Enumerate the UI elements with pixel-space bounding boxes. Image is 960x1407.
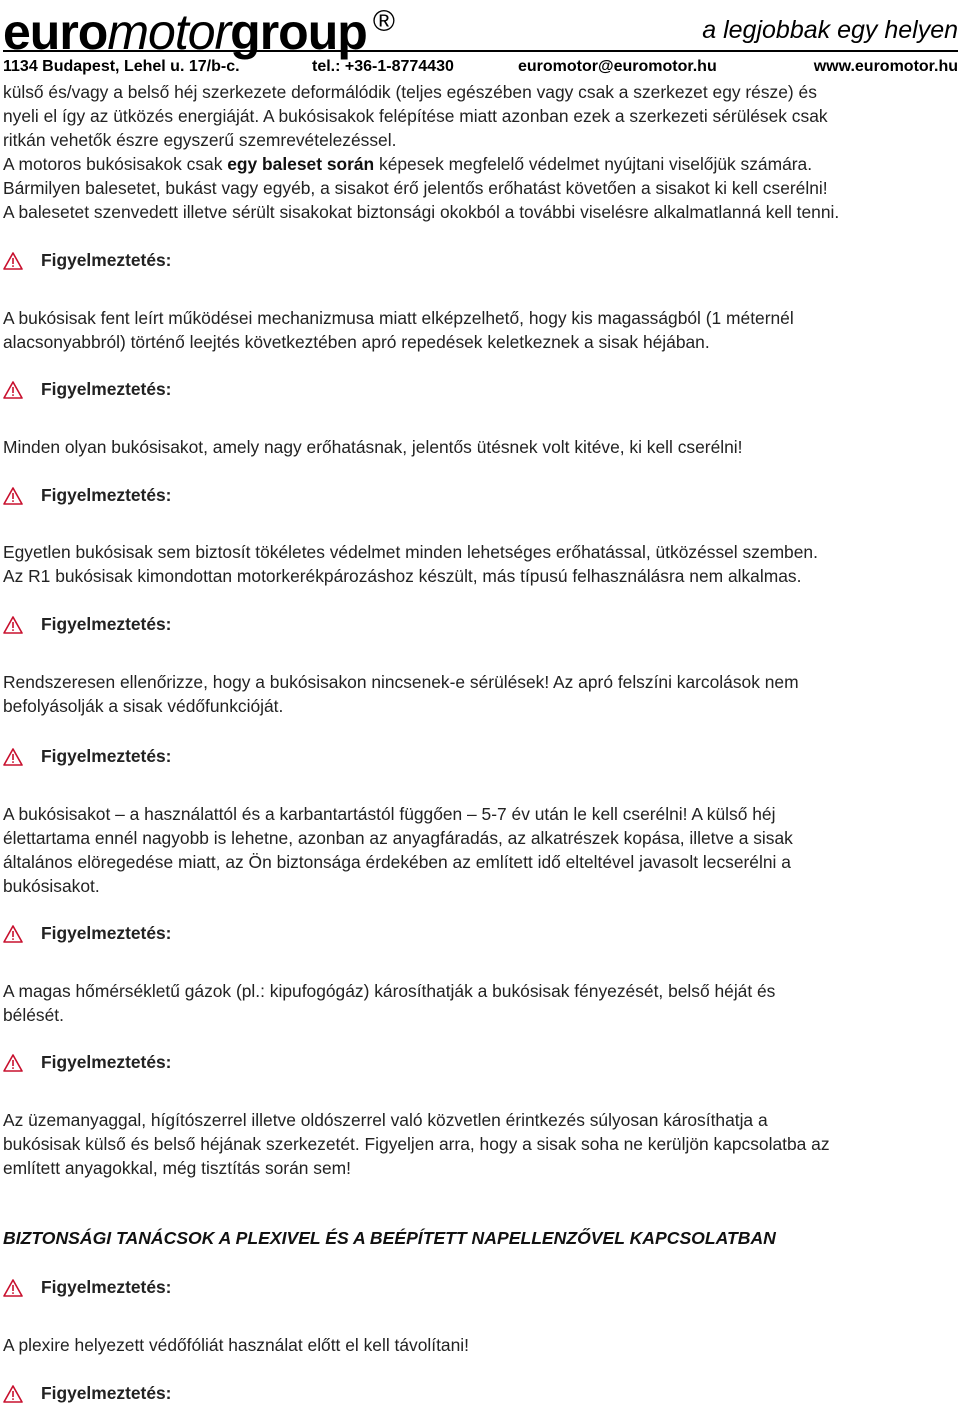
warning-heading: Figyelmeztetés: — [3, 248, 403, 272]
warning-triangle-icon — [3, 487, 23, 505]
warning-text: A plexire helyezett védőfóliát használat előtt el kell távolítani! — [3, 1335, 469, 1355]
email[interactable]: euromotor@euromotor.hu — [518, 58, 717, 75]
warning-heading: Figyelmeztetés: — [3, 612, 403, 636]
warning-triangle-icon — [3, 1385, 23, 1403]
warning-heading: Figyelmeztetés: — [3, 1381, 403, 1405]
warning-heading: Figyelmeztetés: — [3, 1050, 403, 1074]
warning-triangle-icon — [3, 925, 23, 943]
warning-text: A magas hőmérsékletű gázok (pl.: kipufogógáz) károsíthatják a bukósisak fényezését, belső héját és bélését. — [3, 981, 776, 1025]
company-logo: euromotorgroup ® — [3, 4, 394, 60]
intro-paragraph: külső és/vagy a belső héj szerkezete deformálódik (teljes egészében vagy csak a szerkezet egy része) és nyeli el így az ütközés energiáját. A bukósisakok felépítése miatt azonban ezek a szerkezeti sérülések csak ritkán vehetők észre egyszerű szemrevételezéssel. A motoros bukósisakok csak egy baleset során képesek megfelelő védelmet nyújtani viselőjük számára. Bármilyen balesetet, bukást vagy egyéb, a sisakot érő jelentős erőhatást követően a sisakot ki kell cserélni! A balesetet szenvedett illetve sérült sisakokat biztonsági okokból a további viselésre alkalmatlanná kell tenni. — [3, 82, 840, 222]
warning-triangle-icon — [3, 1054, 23, 1072]
warning-heading: Figyelmeztetés: — [3, 921, 403, 945]
warning-triangle-icon — [3, 616, 23, 634]
section-title: BIZTONSÁGI TANÁCSOK A PLEXIVEL ÉS A BEÉPÍTETT NAPELLENZŐVEL KAPCSOLATBAN — [3, 1228, 776, 1248]
warning-text: A bukósisak fent leírt működései mechanizmusa miatt elképzelhető, hogy kis magasságból (1 méternél alacsonyabbról) történő leejtés következtében apró repedések keletkeznek a sisak héjában. — [3, 308, 794, 352]
warning-text: Rendszeresen ellenőrizze, hogy a bukósisakon nincsenek-e sérülések! Az apró felszíni karcolások nem befolyásolják a sisak védőfunkcióját. — [3, 672, 799, 716]
warning-heading: Figyelmeztetés: — [3, 744, 403, 768]
warning-heading: Figyelmeztetés: — [3, 483, 403, 507]
warning-triangle-icon — [3, 381, 23, 399]
registered-mark: ® — [372, 5, 394, 38]
warning-text: Minden olyan bukósisakot, amely nagy erőhatásnak, jelentős ütésnek volt kitéve, ki kell cserélni! — [3, 437, 743, 457]
address: 1134 Budapest, Lehel u. 17/b-c. — [3, 58, 240, 75]
header-bar — [3, 0, 958, 60]
warning-heading: Figyelmeztetés: — [3, 377, 403, 401]
warning-triangle-icon — [3, 1279, 23, 1297]
warning-heading: Figyelmeztetés: — [3, 1275, 403, 1299]
warning-text: Egyetlen bukósisak sem biztosít tökéletes védelmet minden lehetséges erőhatással, ütközéssel szemben. Az R1 bukósisak kimondottan motorkerékpározáshoz készült, más típusú felhasználásra nem alkalmas. — [3, 542, 818, 586]
contact-info — [3, 58, 958, 80]
warning-text: A bukósisakot – a használattól és a karbantartástól függően – 5-7 év után le kell cserélni! A külső héj élettartama ennél nagyobb is lehetne, azonban az anyagfáradás, az alkatrészek kopása, illetve a sisak általános elöregedése miatt, az Ön biztonsága érdekében az említett idő elteltével javasolt lecserélni a bukósisakot. — [3, 804, 793, 896]
phone: tel.: +36-1-8774430 — [312, 58, 454, 75]
slogan: a legjobbak egy helyen — [702, 16, 958, 44]
website[interactable]: www.euromotor.hu — [813, 58, 958, 75]
warning-triangle-icon — [3, 748, 23, 766]
warning-text: Az üzemanyaggal, hígítószerrel illetve oldószerrel való közvetlen érintkezés súlyosan károsíthatja a bukósisak külső és belső héjának szerkezetét. Figyeljen arra, hogy a sisak soha ne kerüljön kapcsolatba az említett anyagokkal, még tisztítás során sem! — [3, 1110, 830, 1178]
warning-triangle-icon — [3, 252, 23, 270]
